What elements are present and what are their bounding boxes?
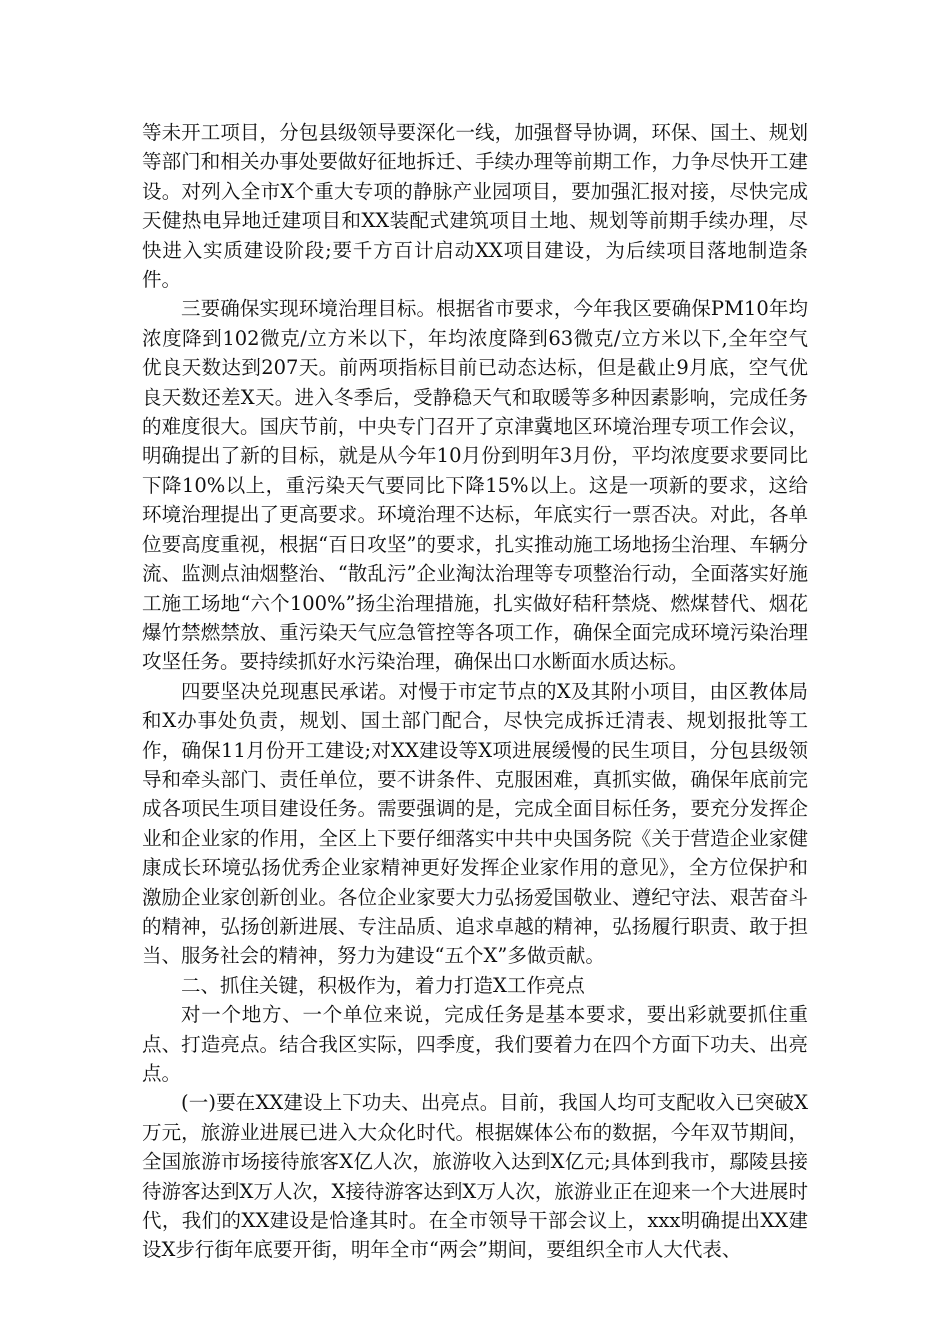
paragraph-environment-goal: 三要确保实现环境治理目标。根据省市要求，今年我区要确保PM10年均浓度降到102微克/立方米以下，年均浓度降到63微克/立方米以下,全年空气优良天数达到207天。前两项指标目前已动态达标，但是截止9月底，空气优良天数还差X天。进入冬季后，受静稳天气和取暖等多种因素影响，完成任务的难度很大。国庆节前，中央专门召开了京津冀地区环境治理专项工作会议，明确提出了新的目标，就是从今年10月份到明年3月份，平均浓度要求要同比下降10%以上，重污染天气要同比下降15%以上。这是一项新的要求，这给环境治理提出了更高要求。环境治理不达标，年底实行一票否决。对此，各单位要高度重视，根据“百日攻坚”的要求，扎实推动施工场地扬尘治理、车辆分流、监测点油烟整治、“散乱污”企业淘汰治理等专项整治行动，全面落实好施工施工场地“六个100%”扬尘治理措施，扎实做好秸秆禁烧、燃煤替代、烟花爆竹禁燃禁放、重污染天气应急管控等各项工作，确保全面完成环境污染治理攻坚任务。要持续抓好水污染治理，确保出口水断面水质达标。 bbox=[142, 297, 808, 674]
section-heading-key-highlights: 二、抓住关键，积极作为，着力打造X工作亮点 bbox=[181, 973, 585, 997]
document-body bbox=[142, 118, 808, 1265]
paragraph-livelihood-promise: 四要坚决兑现惠民承诺。对慢于市定节点的X及其附小项目，由区教体局和X办事处负责，规划、国土部门配合，尽快完成拆迁清表、规划报批等工作，确保11月份开工建设;对XX建设等X项进展缓慢的民生项目，分包县级领导和牵头部门、责任单位，要不讲条件、克服困难，真抓实做，确保年底前完成各项民生项目建设任务。需要强调的是，完成全面目标任务，要充分发挥企业和企业家的作用，全区上下要仔细落实中共中央国务院《关于营造企业家健康成长环境弘扬优秀企业家精神更好发挥企业家作用的意见》，全方位保护和激励企业家创新创业。各位企业家要大力弘扬爱国敬业、遵纪守法、艰苦奋斗的精神，弘扬创新进展、专注品质、追求卓越的精神，弘扬履行职责、敢于担当、服务社会的精神，努力为建设“五个X”多做贡献。 bbox=[142, 679, 808, 968]
paragraph-highlights-intro: 对一个地方、一个单位来说，完成任务是基本要求，要出彩就要抓住重点、打造亮点。结合我区实际，四季度，我们要着力在四个方面下功夫、出亮点。 bbox=[142, 1003, 808, 1085]
paragraph-tourism-construction: (一)要在XX建设上下功夫、出亮点。目前，我国人均可支配收入已突破X万元，旅游业进展已进入大众化时代。根据媒体公布的数据，今年双节期间，全国旅游市场接待旅客X亿人次，旅游收入达到X亿元;具体到我市，鄢陵县接待游客达到X万人次，X接待游客达到X万人次，旅游业正在迎来一个大进展时代，我们的XX建设是恰逢其时。在全市领导干部会议上，xxx明确提出XX建设X步行街年底要开街，明年全市“两会”期间，要组织全市人大代表、 bbox=[142, 1091, 808, 1262]
paragraph-continuation: 等未开工项目，分包县级领导要深化一线，加强督导协调，环保、国土、规划等部门和相关办事处要做好征地拆迁、手续办理等前期工作，力争尽快开工建设。对列入全市X个重大专项的静脉产业园项目，要加强汇报对接，尽快完成天健热电异地迁建项目和XX装配式建筑项目土地、规划等前期手续办理，尽快进入实质建设阶段;要千方百计启动XX项目建设，为后续项目落地制造条件。 bbox=[142, 121, 808, 292]
